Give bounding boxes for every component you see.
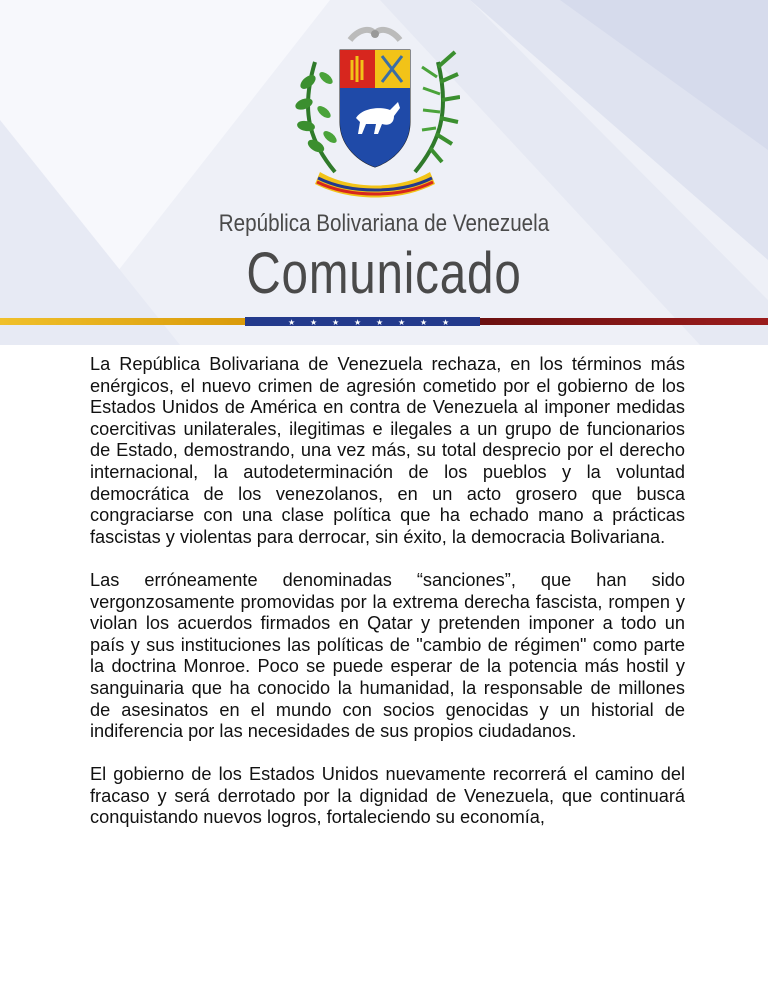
svg-text:★: ★ <box>398 318 406 327</box>
flag-color-bar <box>0 316 768 328</box>
svg-text:★: ★ <box>288 318 296 327</box>
svg-text:★: ★ <box>420 318 428 327</box>
coat-of-arms-icon <box>290 22 460 200</box>
svg-text:★: ★ <box>376 318 384 327</box>
subtitle: República Bolivariana de Venezuela <box>218 210 550 237</box>
svg-text:★: ★ <box>310 318 318 327</box>
svg-text:★: ★ <box>442 318 450 327</box>
letterhead <box>0 0 768 345</box>
paragraph-3: El gobierno de los Estados Unidos nuevamente recorrerá el camino del fracaso y será derrotado por la dignidad de Venezuela, que continuará conquistando nuevos logros, fortaleciendo su economía, <box>90 764 685 828</box>
paragraph-1: La República Bolivariana de Venezuela rechaza, en los términos más enérgicos, el nuevo crimen de agresión cometido por el gobierno de los Estados Unidos de América en contra de Venezuela al imponer medidas coercitivas unilaterales, ilegitimas e ilegales a un grupo de funcionarios de Estado, demostrando, una vez más, su total desprecio por el derecho internacional, la autodeterminación de los pueblos y la voluntad democrática de los venezolanos, en un acto grosero que busca congraciarse con una clase política que ha echado mano a prácticas fascistas y violentas para derrocar, sin éxito, la democracia Bolivariana. <box>90 354 685 547</box>
communique-body <box>90 354 685 851</box>
svg-text:★: ★ <box>332 318 340 327</box>
page-title: Comunicado <box>246 241 522 306</box>
paragraph-2: Las erróneamente denominadas “sanciones”, que han sido vergonzosamente promovidas por la extrema derecha fascista, rompen y violan los acuerdos firmados en Qatar y pretenden imponer a todo un país y sus instituciones las políticas de "cambio de régimen" como parte la doctrina Monroe. Poco se puede esperar de la potencia más hostil y sanguinaria que ha conocido la humanidad, la responsable de millones de asesinatos en el mundo con socios genocidas y un historial de indiferencia por las necesidades de sus propios ciudadanos. <box>90 569 685 742</box>
svg-text:★: ★ <box>354 318 362 327</box>
